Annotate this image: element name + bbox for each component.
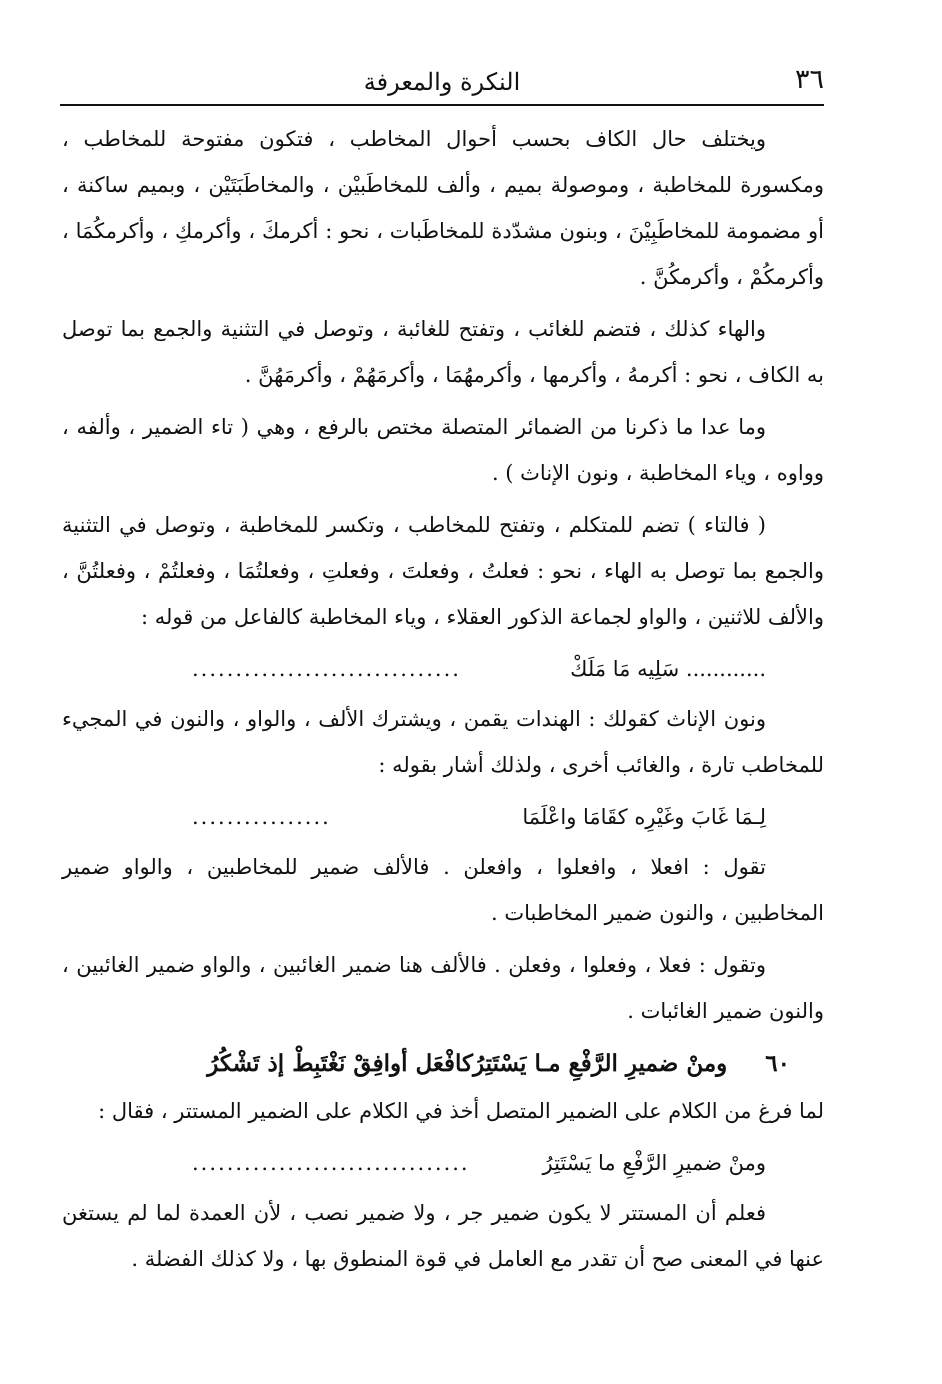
paragraph: ونون الإناث كقولك : الهندات يقمن ، ويشترك الألف ، والواو ، والنون في المجيء للمخاطب تارة ، والغائب أخرى ، ولذلك أشار بقوله : <box>62 707 824 777</box>
paragraph: ( فالتاء ) تضم للمتكلم ، وتفتح للمخاطب ، وتكسر للمخاطبة ، وتوصل في التثنية والجمع بما توصل به الهاء ، نحو : فعلتُ ، وفعلتَ ، وفعلتِ ، وفعلتُمَا ، وفعلتُمْ ، وفعلتُنَّ ، والألف للاثنين ، والواو لجماعة الذكور العقلاء ، وياء المخاطبة كالفاعل من قوله : <box>62 513 824 629</box>
verse-hemistich-right: ............ سَلِيه مَا مَلَكْ <box>570 657 766 681</box>
verse-hemistich-right: لِـمَا غَابَ وغَيْرِه كقَامَا واعْلَمَا <box>522 805 766 829</box>
verse-quote <box>62 1140 824 1186</box>
page-number: ٣٦ <box>794 64 824 95</box>
verse-hemistich-left: ................................ <box>192 1151 470 1175</box>
paragraph: فعلم أن المستتر لا يكون ضمير جر ، ولا ضمير نصب ، لأن العمدة لما لم يستغن عنها في المعنى صح أن تقدر مع العامل في قوة المنطوق بها ، ولا كذلك الفضلة . <box>62 1201 824 1271</box>
verse-number: ٦٠ <box>765 1050 790 1077</box>
verse-hemistich-right: ومنْ ضميرِ الرَّفْعِ ما يَسْتَتِرُ <box>542 1151 766 1175</box>
paragraph: وتقول : فعلا ، وفعلوا ، وفعلن . فالألف هنا ضمير الغائبين ، والواو ضمير الغائبين ، والنون ضمير الغائبات . <box>62 953 824 1023</box>
paragraph: والهاء كذلك ، فتضم للغائب ، وتفتح للغائبة ، وتوصل في التثنية والجمع بما توصل به الكاف ، نحو : أكرمهُ ، وأكرمها ، وأكرمهُمَا ، وأكرمَهُمْ ، وأكرمَهُنَّ . <box>62 317 824 387</box>
paragraph: تقول : افعلا ، وافعلوا ، وافعلن . فالألف ضمير للمخاطبين ، والواو ضمير المخاطبين ، والنون ضمير المخاطبات . <box>62 855 824 925</box>
verse-hemistich-left: كافْعَل أوافِقْ نَغْتَبِطْ إذ تَشْكُرُ <box>207 1050 473 1077</box>
paragraph: وما عدا ما ذكرنا من الضمائر المتصلة مختص بالرفع ، وهي ( تاء الضمير ، وألفه ، وواوه ، وياء المخاطبة ، ونون الإناث ) . <box>62 415 824 485</box>
running-title: النكرة والمعرفة <box>363 68 521 96</box>
paragraph: لما فرغ من الكلام على الضمير المتصل أخذ في الكلام على الضمير المستتر ، فقال : <box>98 1099 824 1123</box>
verse-hemistich-left: ............................... <box>192 657 461 681</box>
verse-hemistich-left: ................ <box>192 805 331 829</box>
alfiyya-verse <box>62 1040 824 1088</box>
verse-quote <box>62 794 824 840</box>
paragraph: ويختلف حال الكاف بحسب أحوال المخاطب ، فتكون مفتوحة للمخاطب ، ومكسورة للمخاطبة ، وموصولة بميم ، وألف للمخاطَبيْن ، والمخاطَبَتَيْن ، وبميم ساكنة ، أو مضمومة للمخاطَبِيْنَ ، وبنون مشدّدة للمخاطَبات ، نحو : أكرمكَ ، وأكرمكِ ، وأكرمكُمَا ، وأكرمكُمْ ، وأكرمكُنَّ . <box>62 127 824 289</box>
verse-number-and-first-hemistich <box>473 1040 790 1088</box>
page-header <box>60 58 824 106</box>
verse-hemistich-right: ومنْ ضميرِ الرَّفْعِ مـا يَسْتَتِرُ <box>472 1050 728 1077</box>
body-text <box>62 116 824 1288</box>
verse-quote <box>62 646 824 692</box>
